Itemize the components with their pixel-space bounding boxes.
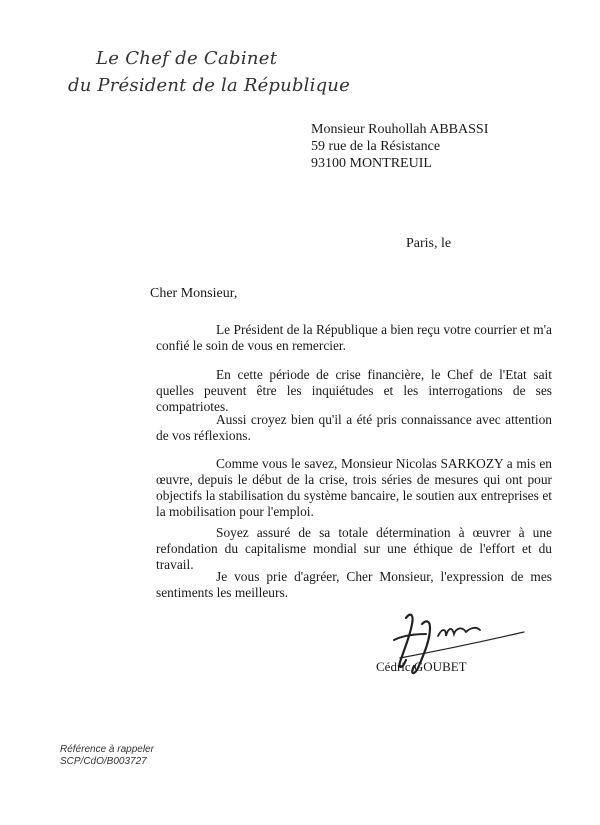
paragraph-4: Comme vous le savez, Monsieur Nicolas SARKOZY a mis en œuvre, depuis le début de la crise, trois séries de mesures qui ont pour objectifs la stabilisation du système bancaire, le soutien aux entreprises et la mobilisation pour l'emploi. <box>156 456 552 519</box>
paragraph-2: En cette période de crise financière, le Chef de l'Etat sait quelles peuvent être les inquiétudes et les interrogations de ses compatriotes. <box>156 367 552 414</box>
letterhead-subtitle: du Président de la République <box>68 75 350 96</box>
salutation: Cher Monsieur, <box>150 286 238 301</box>
recipient-city: 93100 MONTREUIL <box>311 156 432 171</box>
reference-label: Référence à rappeler <box>60 744 154 755</box>
recipient-name: Monsieur Rouhollah ABBASSI <box>311 122 489 137</box>
date-line: Paris, le <box>406 236 452 251</box>
recipient-address <box>311 121 488 172</box>
signer-name: Cédric GOUBET <box>376 659 467 674</box>
paragraph-5: Soyez assuré de sa totale détermination à œuvrer à une refondation du capitalisme mondial sur une éthique de l'effort et du travail. <box>156 525 552 572</box>
paragraph-3: Aussi croyez bien qu'il a été pris connaissance avec attention de vos réflexions. <box>156 412 552 443</box>
reference-code: SCP/CdO/B003727 <box>60 756 147 767</box>
paragraph-1: Le Président de la République a bien reçu votre courrier et m'a confié le soin de vous en remercier. <box>156 322 552 353</box>
paragraph-6: Je vous prie d'agréer, Cher Monsieur, l'expression de mes sentiments les meilleurs. <box>156 569 552 600</box>
letterhead-title: Le Chef de Cabinet <box>96 48 278 69</box>
reference-block <box>60 744 154 768</box>
recipient-street: 59 rue de la Résistance <box>311 139 441 154</box>
